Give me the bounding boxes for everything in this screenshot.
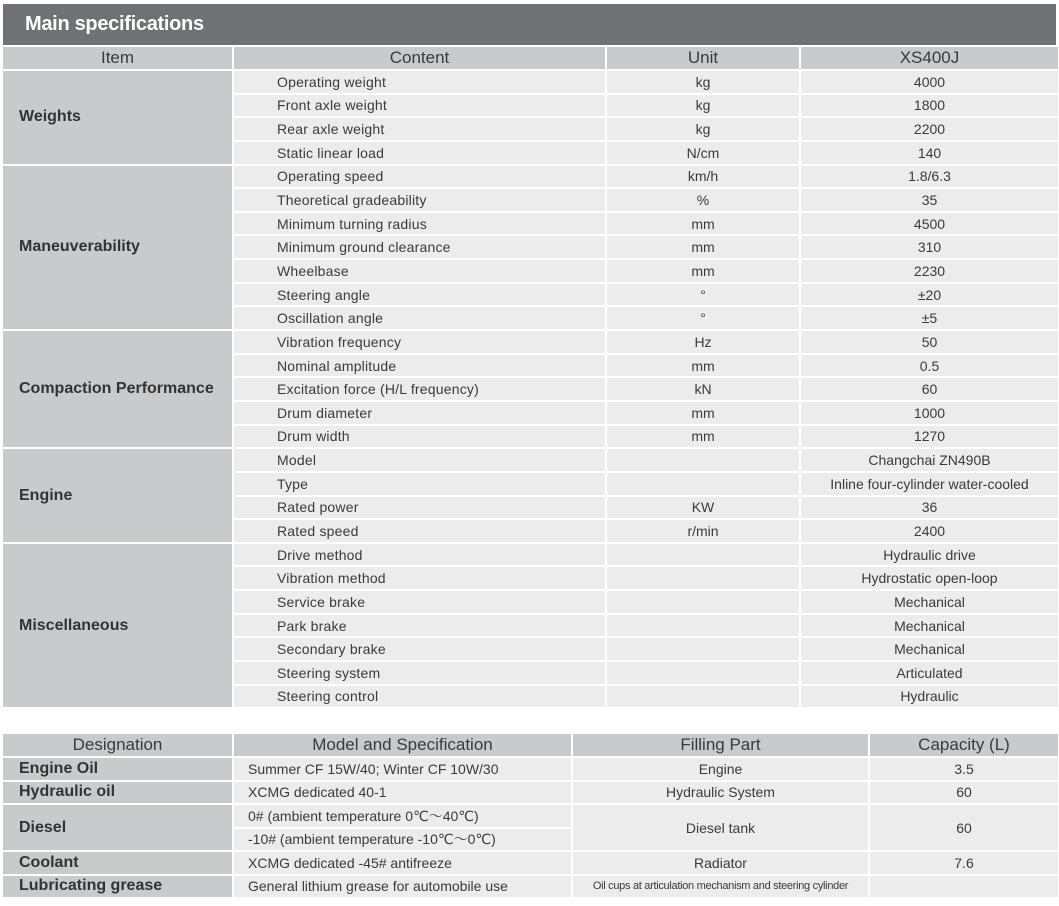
spec-content: Rated power <box>234 497 605 519</box>
spec-content: Secondary brake <box>234 638 605 660</box>
filling-part: Hydraulic System <box>573 782 868 804</box>
filling-part: Diesel tank <box>573 805 868 850</box>
spec-value: 1000 <box>801 402 1058 424</box>
filling-part: Oil cups at articulation mechanism and steering cylinder <box>573 876 868 898</box>
group-label: Weights <box>3 71 232 164</box>
fluid-capacity-table <box>1 732 1059 899</box>
spec-value: Mechanical <box>801 615 1058 637</box>
header-filling-part: Filling Part <box>573 734 868 756</box>
spec-unit <box>607 567 799 589</box>
capacity: 3.5 <box>870 758 1058 780</box>
spec-unit: mm <box>607 355 799 377</box>
spec-unit: ° <box>607 307 799 329</box>
table-row <box>3 449 1058 471</box>
table-row <box>3 166 1058 188</box>
spec-content: Static linear load <box>234 142 605 164</box>
spec-unit: Hz <box>607 331 799 353</box>
header-capacity: Capacity (L) <box>870 734 1058 756</box>
spec-unit: mm <box>607 213 799 235</box>
designation: Coolant <box>3 852 232 874</box>
group-label: Engine <box>3 449 232 542</box>
spec-value: 1.8/6.3 <box>801 166 1058 188</box>
spec-content: Model <box>234 449 605 471</box>
fluid-table-body <box>3 758 1058 897</box>
group-label: Compaction Performance <box>3 331 232 447</box>
spec-unit <box>607 544 799 566</box>
capacity: 7.6 <box>870 852 1058 874</box>
spec-content: Rear axle weight <box>234 118 605 140</box>
table-row <box>3 331 1058 353</box>
filling-part: Radiator <box>573 852 868 874</box>
group-label: Maneuverability <box>3 166 232 329</box>
spec-unit: r/min <box>607 520 799 542</box>
filling-part: Engine <box>573 758 868 780</box>
model-spec: XCMG dedicated 40-1 <box>234 782 571 804</box>
model-spec: General lithium grease for automobile use <box>234 876 571 898</box>
spec-content: Steering control <box>234 686 605 708</box>
spec-unit: mm <box>607 260 799 282</box>
spec-content: Wheelbase <box>234 260 605 282</box>
spec-unit: kg <box>607 118 799 140</box>
spec-header-row <box>3 47 1058 69</box>
spec-unit: kg <box>607 95 799 117</box>
spec-value: Hydraulic drive <box>801 544 1058 566</box>
spec-content: Service brake <box>234 591 605 613</box>
spec-unit: mm <box>607 426 799 448</box>
fluid-header-row <box>3 734 1058 756</box>
spec-value: 140 <box>801 142 1058 164</box>
header-item: Item <box>3 47 232 69</box>
spec-content: Park brake <box>234 615 605 637</box>
spec-content: Steering angle <box>234 284 605 306</box>
spec-content: Drive method <box>234 544 605 566</box>
spec-unit <box>607 449 799 471</box>
spec-value: 1800 <box>801 95 1058 117</box>
model-spec: 0# (ambient temperature 0℃～40℃) <box>234 805 571 827</box>
spec-value: Changchai ZN490B <box>801 449 1058 471</box>
spec-value: Hydrostatic open-loop <box>801 567 1058 589</box>
spec-value: 35 <box>801 189 1058 211</box>
model-spec: -10# (ambient temperature -10℃～0℃) <box>234 829 571 851</box>
header-unit: Unit <box>607 47 799 69</box>
spec-unit: N/cm <box>607 142 799 164</box>
header-model: XS400J <box>801 47 1058 69</box>
spec-content: Rated speed <box>234 520 605 542</box>
spec-content: Vibration method <box>234 567 605 589</box>
group-label: Miscellaneous <box>3 544 232 707</box>
spec-unit <box>607 638 799 660</box>
spec-unit <box>607 662 799 684</box>
spec-value: Mechanical <box>801 591 1058 613</box>
spec-unit: KW <box>607 497 799 519</box>
main-spec-table <box>1 45 1059 709</box>
spec-unit: kg <box>607 71 799 93</box>
spec-value: 2200 <box>801 118 1058 140</box>
spec-value: ±20 <box>801 284 1058 306</box>
spec-content: Minimum ground clearance <box>234 236 605 258</box>
table-row <box>3 71 1058 93</box>
spec-unit: mm <box>607 236 799 258</box>
table-row <box>3 544 1058 566</box>
spec-content: Drum width <box>234 426 605 448</box>
designation: Engine Oil <box>3 758 232 780</box>
spec-unit <box>607 615 799 637</box>
spec-value: 0.5 <box>801 355 1058 377</box>
model-spec: XCMG dedicated -45# antifreeze <box>234 852 571 874</box>
header-model-spec: Model and Specification <box>234 734 571 756</box>
spec-value: 60 <box>801 378 1058 400</box>
spec-content: Vibration frequency <box>234 331 605 353</box>
spec-value: Inline four-cylinder water-cooled <box>801 473 1058 495</box>
spec-content: Nominal amplitude <box>234 355 605 377</box>
spec-value: Hydraulic <box>801 686 1058 708</box>
spec-content: Type <box>234 473 605 495</box>
header-designation: Designation <box>3 734 232 756</box>
designation: Lubricating grease <box>3 876 232 898</box>
spec-value: 1270 <box>801 426 1058 448</box>
capacity: 60 <box>870 805 1058 850</box>
table-row <box>3 805 1058 827</box>
spec-value: 4500 <box>801 213 1058 235</box>
spec-content: Excitation force (H/L frequency) <box>234 378 605 400</box>
spec-unit: ° <box>607 284 799 306</box>
spec-table-body <box>3 71 1058 707</box>
spec-content: Front axle weight <box>234 95 605 117</box>
spec-value: 2230 <box>801 260 1058 282</box>
spec-content: Operating speed <box>234 166 605 188</box>
spec-unit: % <box>607 189 799 211</box>
table-row <box>3 782 1058 804</box>
spec-unit <box>607 591 799 613</box>
spec-unit <box>607 473 799 495</box>
page-title: Main specifications <box>3 4 1056 45</box>
spec-content: Minimum turning radius <box>234 213 605 235</box>
header-content: Content <box>234 47 605 69</box>
spec-content: Theoretical gradeability <box>234 189 605 211</box>
spec-value: 50 <box>801 331 1058 353</box>
spec-value: 310 <box>801 236 1058 258</box>
spec-value: 36 <box>801 497 1058 519</box>
spec-value: Mechanical <box>801 638 1058 660</box>
capacity <box>870 876 1058 898</box>
spec-unit <box>607 686 799 708</box>
spec-unit: mm <box>607 402 799 424</box>
table-row <box>3 852 1058 874</box>
spec-value: 2400 <box>801 520 1058 542</box>
spec-content: Oscillation angle <box>234 307 605 329</box>
spec-content: Operating weight <box>234 71 605 93</box>
table-row <box>3 876 1058 898</box>
spec-content: Steering system <box>234 662 605 684</box>
spec-value: Articulated <box>801 662 1058 684</box>
designation: Diesel <box>3 805 232 850</box>
table-row <box>3 758 1058 780</box>
spec-unit: kN <box>607 378 799 400</box>
spec-value: 4000 <box>801 71 1058 93</box>
designation: Hydraulic oil <box>3 782 232 804</box>
spec-content: Drum diameter <box>234 402 605 424</box>
model-spec: Summer CF 15W/40; Winter CF 10W/30 <box>234 758 571 780</box>
capacity: 60 <box>870 782 1058 804</box>
spec-value: ±5 <box>801 307 1058 329</box>
spec-unit: km/h <box>607 166 799 188</box>
